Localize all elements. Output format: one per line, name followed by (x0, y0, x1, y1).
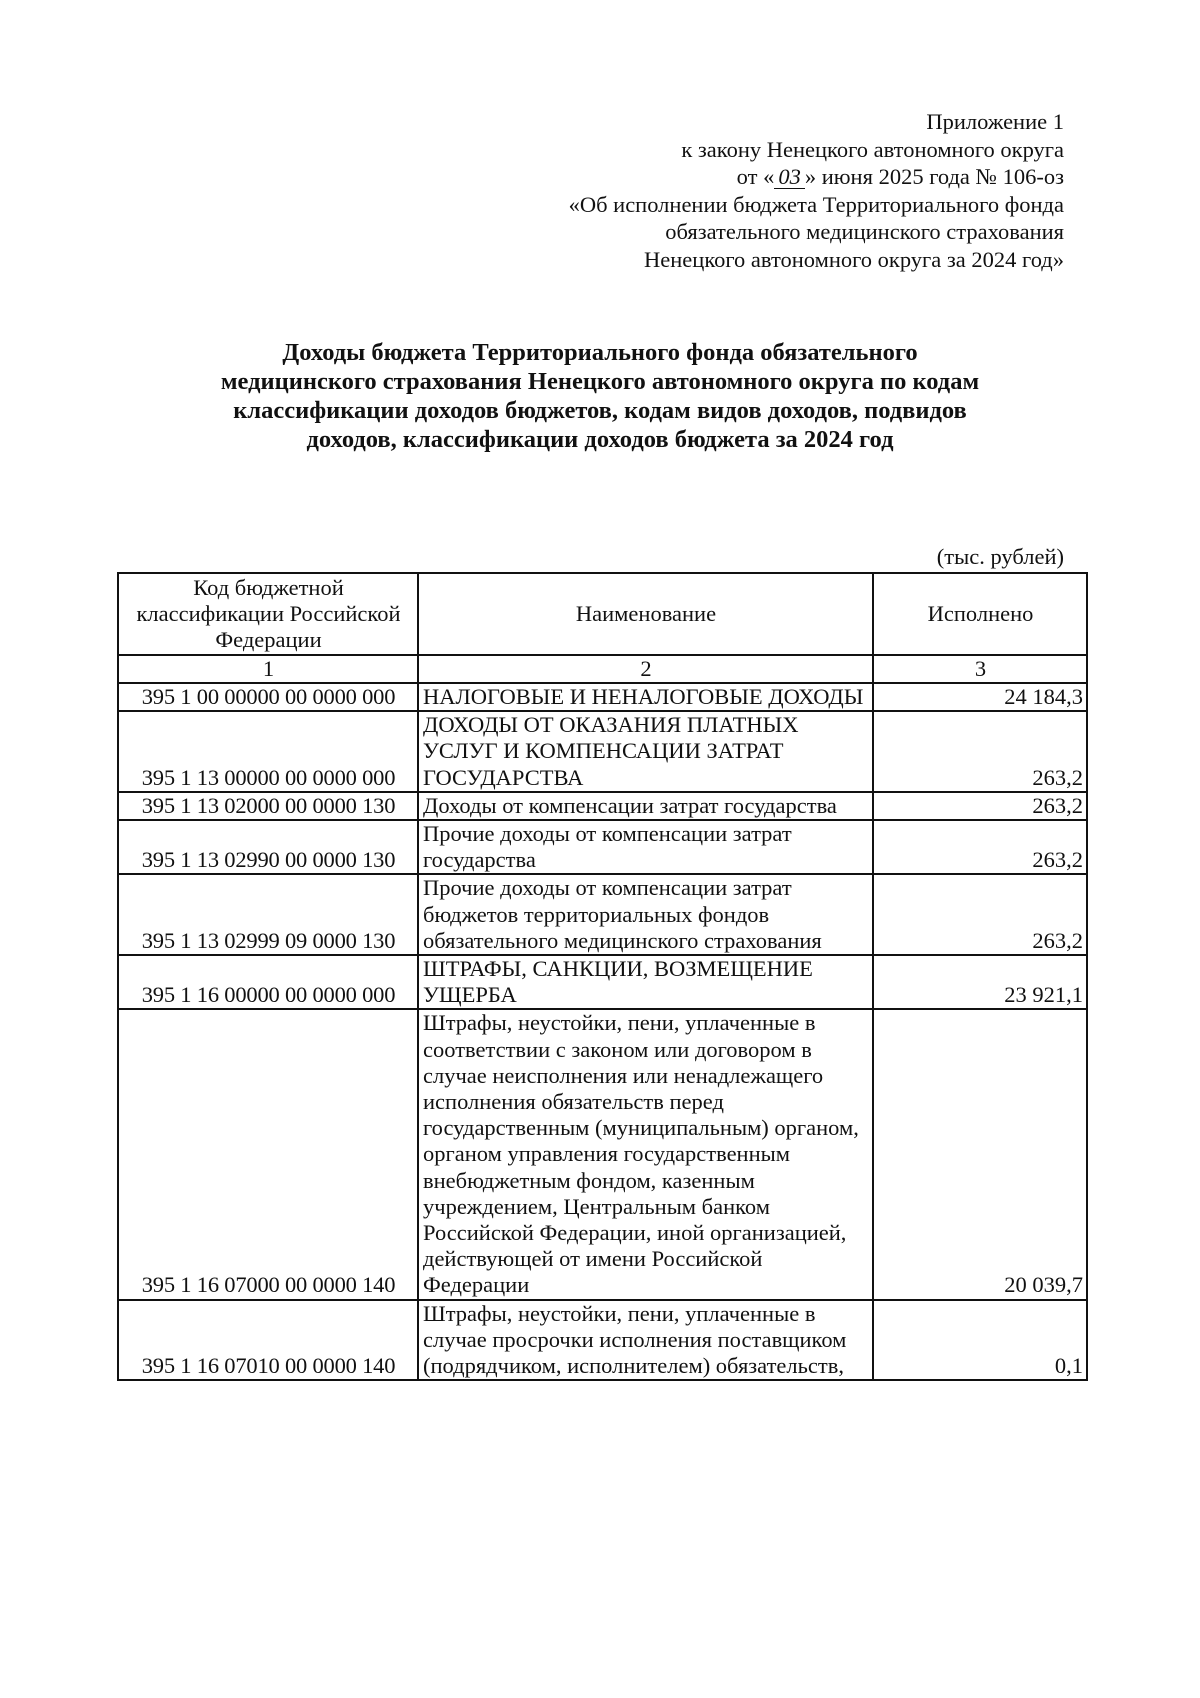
budget-code: 395 1 13 02000 00 0000 130 (118, 792, 418, 820)
table-row (118, 1300, 1087, 1381)
budget-code: 395 1 13 00000 00 0000 000 (118, 711, 418, 792)
budget-code: 395 1 16 07000 00 0000 140 (118, 1009, 418, 1299)
executed-amount: 0,1 (873, 1300, 1087, 1381)
document-title (120, 338, 1080, 454)
table-row (118, 955, 1087, 1009)
title-line: медицинского страхования Ненецкого автономного округа по кодам (220, 368, 980, 395)
executed-amount: 20 039,7 (873, 1009, 1087, 1299)
appendix-law-ref: к закону Ненецкого автономного округа (681, 136, 1064, 162)
column-number: 3 (873, 655, 1087, 683)
budget-code: 395 1 13 02990 00 0000 130 (118, 820, 418, 874)
appendix-date-suffix: » июня 2025 года № 106-оз (804, 164, 1064, 190)
title-line: Доходы бюджета Территориального фонда обязательного (282, 339, 918, 366)
executed-amount: 263,2 (873, 820, 1087, 874)
appendix-law-title-1: «Об исполнении бюджета Территориального фонда (568, 191, 1064, 217)
title-line: классификации доходов бюджетов, кодам видов доходов, подвидов (233, 397, 967, 424)
table-row (118, 874, 1087, 955)
executed-amount: 263,2 (873, 874, 1087, 955)
revenue-name: Доходы от компенсации затрат государства (418, 792, 873, 820)
appendix-law-title-2: обязательного медицинского страхования (665, 219, 1064, 245)
table-row (118, 683, 1087, 711)
table-row (118, 1009, 1087, 1299)
budget-code: 395 1 16 07010 00 0000 140 (118, 1300, 418, 1381)
header-code: Код бюджетной классификации Российской Федерации (118, 573, 418, 655)
table-header-row (118, 573, 1087, 655)
column-number: 2 (418, 655, 873, 683)
title-line: доходов, классификации доходов бюджета за 2024 год (306, 426, 894, 453)
budget-code: 395 1 16 00000 00 0000 000 (118, 955, 418, 1009)
table-row (118, 792, 1087, 820)
revenue-table (117, 572, 1088, 1381)
table-row (118, 820, 1087, 874)
table-row (118, 711, 1087, 792)
column-number-row (118, 655, 1087, 683)
appendix-date-line (364, 163, 1064, 191)
appendix-block (364, 108, 1064, 274)
units-label: (тыс. рублей) (936, 544, 1064, 569)
executed-amount: 23 921,1 (873, 955, 1087, 1009)
revenue-name: Штрафы, неустойки, пени, уплаченные в соответствии с законом или договором в случае неисполнения или ненадлежащего исполнения обязательств перед государственным (муниципальным) органом, органом управления государственным внебюджетным фондом, казенным учреждением, Центральным банком Российской Федерации, иной организацией, действующей от имени Российской Федерации (418, 1009, 873, 1299)
revenue-name: ШТРАФЫ, САНКЦИИ, ВОЗМЕЩЕНИЕ УЩЕРБА (418, 955, 873, 1009)
budget-code: 395 1 13 02999 09 0000 130 (118, 874, 418, 955)
revenue-name: НАЛОГОВЫЕ И НЕНАЛОГОВЫЕ ДОХОДЫ (418, 683, 873, 711)
column-number: 1 (118, 655, 418, 683)
revenue-name: Прочие доходы от компенсации затрат государства (418, 820, 873, 874)
revenue-name: Штрафы, неустойки, пени, уплаченные в случае просрочки исполнения поставщиком (подрядчиком, исполнителем) обязательств, (418, 1300, 873, 1381)
executed-amount: 24 184,3 (873, 683, 1087, 711)
budget-code: 395 1 00 00000 00 0000 000 (118, 683, 418, 711)
appendix-date-prefix: от « (736, 164, 775, 190)
executed-amount: 263,2 (873, 792, 1087, 820)
header-value: Исполнено (873, 573, 1087, 655)
handwritten-day: 03 (774, 166, 805, 189)
header-name: Наименование (418, 573, 873, 655)
executed-amount: 263,2 (873, 711, 1087, 792)
revenue-name: ДОХОДЫ ОТ ОКАЗАНИЯ ПЛАТНЫХ УСЛУГ И КОМПЕНСАЦИИ ЗАТРАТ ГОСУДАРСТВА (418, 711, 873, 792)
appendix-number: Приложение 1 (926, 109, 1064, 134)
revenue-name: Прочие доходы от компенсации затрат бюджетов территориальных фондов обязательного медицинского страхования (418, 874, 873, 955)
appendix-law-title-3: Ненецкого автономного округа за 2024 год» (644, 246, 1064, 272)
